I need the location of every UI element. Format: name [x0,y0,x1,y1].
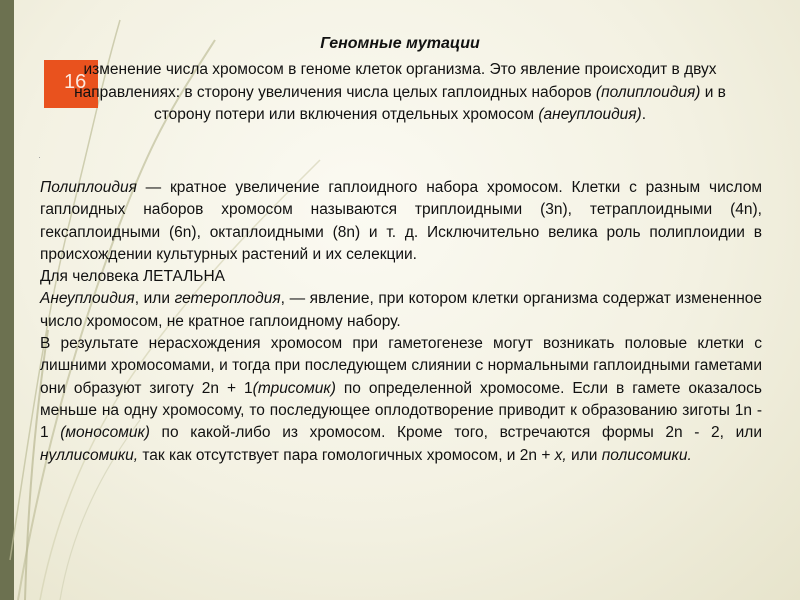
trisomic-term: (трисомик) [252,379,336,397]
polyploidy-definition: — кратное увеличение гаплоидного набора хромосом. Клетки с разным числом гаплоидных наборов хромосом называются триплоидными (3n), тетраплоидными (4n), гексаплоидными (6n), октаплоидными (8n) и т. д. Исключительно велика роль полиплоидии в происхождении культурных растений и их селекции. [40,179,762,263]
intro-paragraph [60,59,740,127]
polyploidy-paragraph [40,177,762,266]
nondisjunction-part3: по какой-либо из хромосом. Кроме того, встречаются формы 2n - 2, или [149,424,762,442]
nondisjunction-part4: так как отсутствует пара гомологичных хромосом, и 2n + [138,446,555,464]
aneuploidy-connector: , или [134,290,175,308]
polyploidy-term: Полиплоидия [40,179,137,196]
x-term: x, [554,446,567,464]
aneuploidy-term: Анеуплоидия [40,290,135,308]
aneuploidy-synonym: гетероплодия [174,290,281,308]
aneuploidy-paragraph [40,288,762,333]
intro-text-middle: и в сторону потери или включения отдельных хромосом [153,83,726,123]
aneuploidy-definition: , — явление, при котором клетки организма содержат измененное число хромосом, не кратное гаплоидному набору. [40,290,762,330]
nondisjunction-part2: по определенной хромосоме. Если в гамете оказалось меньше на одну хромосому, то последующее оплодотворение приводит к образованию зиготы 1n - 1 [40,379,762,442]
monosomic-term: (моносомик) [60,424,150,442]
nondisjunction-part1: В результате нерасхождения хромосом при гаметогенезе могут возникать половые клетки с лишними хромосомами, и тогда при последующем слиянии с нормальными гаплоидными гаметами они образуют зиготу 2n + 1 [40,335,762,397]
term-polyploidy: (полиплоидия) [595,83,701,101]
intro-text-end: . [641,106,647,123]
nondisjunction-paragraph [40,333,762,467]
stray-mark: · [38,152,41,162]
polysomic-term: полисомики. [601,446,692,464]
term-aneuploidy: (анеуплоидия) [538,106,642,123]
slide-title: Геномные мутации [320,35,480,52]
slide-number: 16 [64,71,87,93]
body-text [40,177,762,467]
human-note: Для человека ЛЕТАЛЬНА [40,268,226,286]
intro-text: изменение числа хромосом в геноме клеток организма. Это явление происходит в двух направлениях: в сторону увеличения числа целых гаплоидных наборов [74,61,717,101]
nullisomic-term: нуллисомики, [40,446,139,464]
nondisjunction-part5: или [566,446,602,464]
